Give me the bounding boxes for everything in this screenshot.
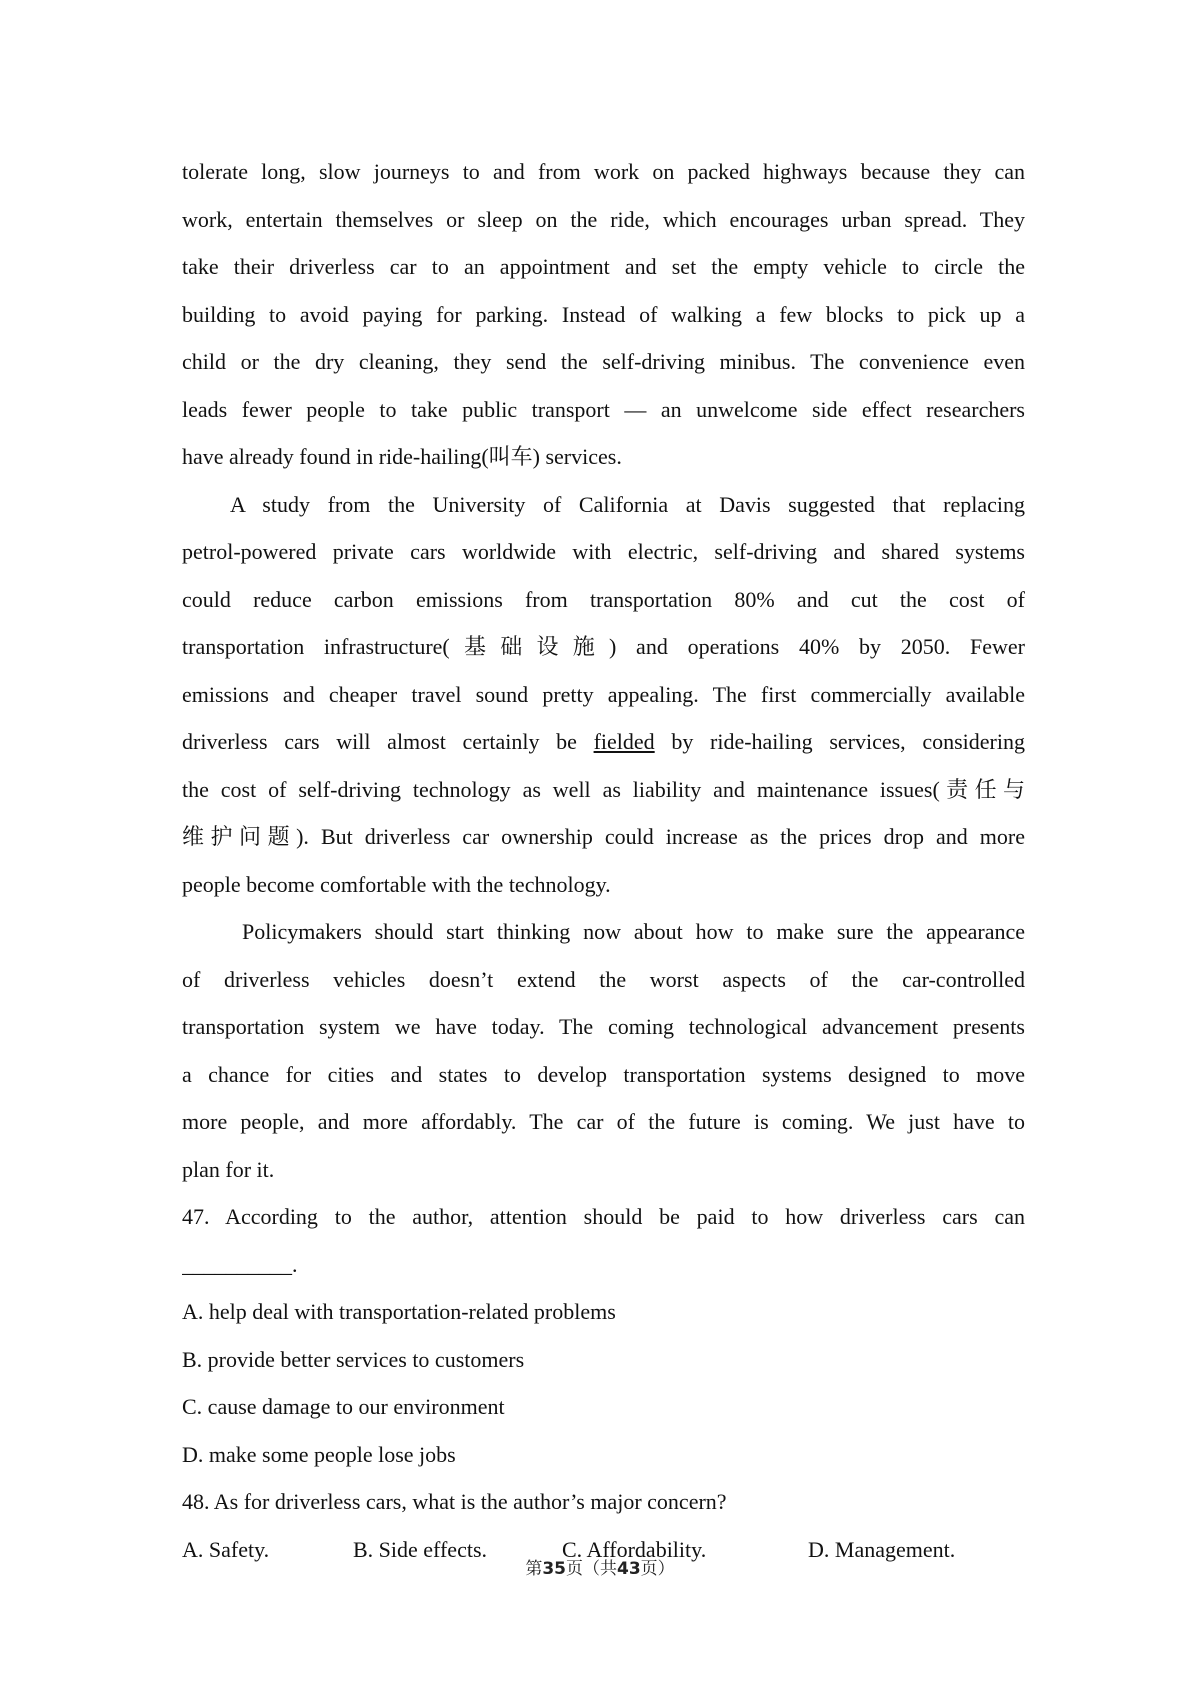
- document-page: [182, 148, 1025, 1573]
- text-line: the cost of self-driving technology as well as liability and maintenance issues(责任与: [182, 776, 1025, 802]
- option-c: C. cause damage to our environment: [182, 1394, 505, 1419]
- footer-text: 页（共: [566, 1559, 617, 1579]
- text-line: transportation infrastructure(基础设施) and operations 40% by 2050. Fewer: [182, 634, 1025, 659]
- underlined-word-fielded: fielded: [593, 729, 655, 754]
- text-line: plan for it.: [182, 1156, 275, 1182]
- text-line: Policymakers should start thinking now about how to make sure the appearance: [242, 919, 1025, 944]
- paragraph-3: [182, 908, 1025, 1193]
- text-segment: by ride-hailing services, considering: [654, 729, 1025, 754]
- footer-text: 第: [525, 1559, 543, 1579]
- text-line: a chance for cities and states to develop transportation systems designed to move: [182, 1061, 1025, 1087]
- paragraph-2: [182, 481, 1025, 909]
- text-line: could reduce carbon emissions from transportation 80% and cut the cost of: [182, 586, 1025, 612]
- option-d: D. Management.: [808, 1536, 956, 1562]
- question-stem: 47. According to the author, attention should be paid to how driverless cars can: [182, 1204, 1025, 1229]
- option-a: A. help deal with transportation-related problems: [182, 1299, 616, 1324]
- text-line: take their driverless car to an appointment and set the empty vehicle to circle the: [182, 254, 1025, 279]
- text-segment: driverless cars will almost certainly be: [182, 729, 594, 754]
- text-line: leads fewer people to take public transport — an unwelcome side effect researchers: [182, 396, 1025, 422]
- answer-blank: __________.: [182, 1251, 298, 1277]
- footer-text: 页）: [640, 1559, 675, 1579]
- option-d: D. make some people lose jobs: [182, 1441, 456, 1467]
- text-line: building to avoid paying for parking. Instead of walking a few blocks to pick up a: [182, 301, 1025, 327]
- text-line: work, entertain themselves or sleep on the ride, which encourages urban spread. They: [182, 206, 1025, 232]
- text-line: people become comfortable with the technology.: [182, 871, 611, 897]
- text-line: petrol-powered private cars worldwide with electric, self-driving and shared systems: [182, 539, 1025, 564]
- text-line: tolerate long, slow journeys to and from work on packed highways because they can: [182, 159, 1025, 184]
- text-line: emissions and cheaper travel sound pretty appealing. The first commercially available: [182, 681, 1025, 707]
- text-line: have already found in ride-hailing(叫车) services.: [182, 444, 622, 469]
- text-line: transportation system we have today. The coming technological advancement presents: [182, 1014, 1025, 1039]
- option-a: A. Safety.: [182, 1536, 270, 1562]
- text-line: 维护问题). But driverless car ownership could increase as the prices drop and more: [182, 824, 1025, 849]
- text-line: more people, and more affordably. The car of the future is coming. We just have to: [182, 1109, 1025, 1134]
- paragraph-1: [182, 148, 1025, 481]
- question-stem: 48. As for driverless cars, what is the author’s major concern?: [182, 1489, 727, 1514]
- text-line-with-underlined-word: [182, 718, 1025, 766]
- page-footer: [0, 1554, 1200, 1579]
- option-c: C. Affordability.: [562, 1536, 707, 1562]
- text-line: A study from the University of California at Davis suggested that replacing: [230, 491, 1025, 517]
- option-b: B. Side effects.: [353, 1536, 488, 1562]
- text-line: child or the dry cleaning, they send the self-driving minibus. The convenience even: [182, 349, 1025, 374]
- text-line: of driverless vehicles doesn’t extend the worst aspects of the car-controlled: [182, 966, 1025, 992]
- option-b: B. provide better services to customers: [182, 1346, 525, 1372]
- page-number: 35: [542, 1559, 566, 1579]
- total-pages: 43: [617, 1559, 641, 1579]
- question-47: [182, 1193, 1025, 1478]
